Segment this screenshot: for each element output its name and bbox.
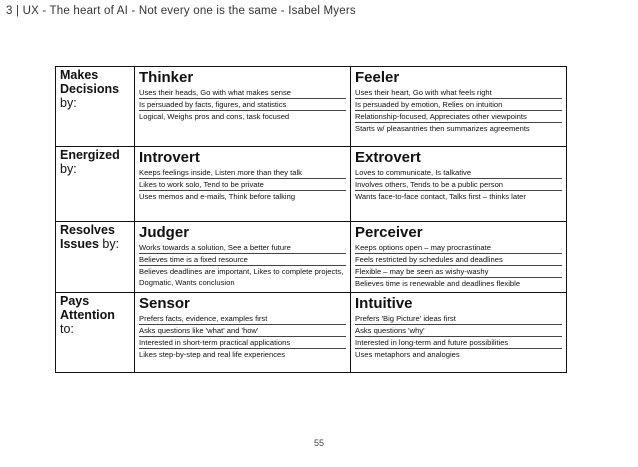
trait-item: Is persuaded by emotion, Relies on intuition [355, 99, 562, 111]
table-row [56, 67, 567, 147]
trait-item: Wants face-to-face contact, Talks first – thinks later [355, 192, 526, 201]
table-row [56, 293, 567, 373]
trait-item: Believes deadlines are important, Likes to complete projects, Dogmatic, Wants conclusion [139, 267, 344, 287]
trait-item: Interested in short-term practical applications [139, 337, 346, 349]
type-title: Feeler [355, 69, 400, 86]
trait-item: Logical, Weighs pros and cons, task focused [139, 112, 290, 121]
trait-item: Believes time is a fixed resource [139, 254, 346, 266]
trait-item: Likes step-by-step and real life experiences [139, 350, 286, 359]
trait-item: Starts w/ pleasantries then summarizes agreements [355, 124, 530, 133]
trait-item: Asks questions like 'what' and 'how' [139, 325, 346, 337]
type-title: Intuitive [355, 295, 413, 312]
trait-list [139, 242, 346, 288]
dimension-cell [56, 67, 135, 147]
trait-item: Feels restricted by schedules and deadlines [355, 254, 562, 266]
dimension-label-suffix: by: [102, 237, 120, 251]
trait-item: Involves others, Tends to be a public person [355, 179, 562, 191]
dimension-label [60, 294, 130, 336]
trait-item: Keeps feelings inside, Listen more than they talk [139, 167, 346, 179]
trait-item: Interested in long-term and future possibilities [355, 337, 562, 349]
type-cell-right [351, 147, 567, 222]
type-cell-right [351, 293, 567, 373]
type-title: Thinker [139, 69, 194, 86]
type-cell-left [135, 293, 351, 373]
trait-item: Uses their heart, Go with what feels right [355, 87, 562, 99]
dimension-label [60, 148, 130, 176]
dimension-label-suffix: to: [60, 322, 74, 336]
table-row [56, 222, 567, 293]
trait-list [355, 167, 562, 202]
trait-list [355, 87, 562, 134]
type-title: Sensor [139, 295, 190, 312]
personality-types-table [55, 66, 567, 373]
slide-header: 3 | UX - The heart of AI - Not every one is the same - Isabel Myers [6, 5, 356, 17]
dimension-cell [56, 293, 135, 373]
trait-item: Keeps options open – may procrastinate [355, 242, 562, 254]
trait-list [355, 242, 562, 289]
trait-item: Flexible – may be seen as wishy-washy [355, 266, 562, 278]
page-number: 55 [313, 438, 324, 448]
dimension-label-bold: Makes Decisions [60, 68, 120, 96]
type-title: Perceiver [355, 224, 423, 241]
dimension-label-bold: Energized [60, 148, 120, 162]
trait-item: Loves to communicate, Is talkative [355, 167, 562, 179]
dimension-label-bold: Pays Attention [60, 294, 115, 322]
trait-item: Asks questions 'why' [355, 325, 562, 337]
dimension-label [60, 223, 130, 251]
trait-item: Believes time is renewable and deadlines flexible [355, 279, 521, 288]
trait-item: Uses metaphors and analogies [355, 350, 460, 359]
trait-list [139, 87, 346, 122]
trait-list [139, 167, 346, 202]
dimension-label [60, 68, 130, 110]
trait-item: Works towards a solution, See a better future [139, 242, 346, 254]
trait-list [139, 313, 346, 360]
type-title: Introvert [139, 149, 200, 166]
trait-item: Likes to work solo, Tend to be private [139, 179, 346, 191]
trait-item: Uses their heads, Go with what makes sense [139, 87, 346, 99]
trait-item: Uses memos and e-mails, Think before talking [139, 192, 296, 201]
type-title: Judger [139, 224, 190, 241]
dimension-label-bold: Resolves Issues [60, 223, 115, 251]
dimension-label-suffix: by: [60, 96, 77, 110]
trait-item: Is persuaded by facts, figures, and statistics [139, 99, 346, 111]
table-row [56, 147, 567, 222]
dimension-cell [56, 147, 135, 222]
trait-list [355, 313, 562, 360]
trait-item: Relationship-focused, Appreciates other viewpoints [355, 111, 562, 123]
type-cell-left [135, 67, 351, 147]
trait-item: Prefers facts, evidence, examples first [139, 313, 346, 325]
dimension-label-suffix: by: [60, 162, 77, 176]
dimension-cell [56, 222, 135, 293]
type-cell-left [135, 222, 351, 293]
trait-item: Prefers 'Big Picture' ideas first [355, 313, 562, 325]
type-cell-left [135, 147, 351, 222]
type-title: Extrovert [355, 149, 421, 166]
type-cell-right [351, 222, 567, 293]
type-cell-right [351, 67, 567, 147]
